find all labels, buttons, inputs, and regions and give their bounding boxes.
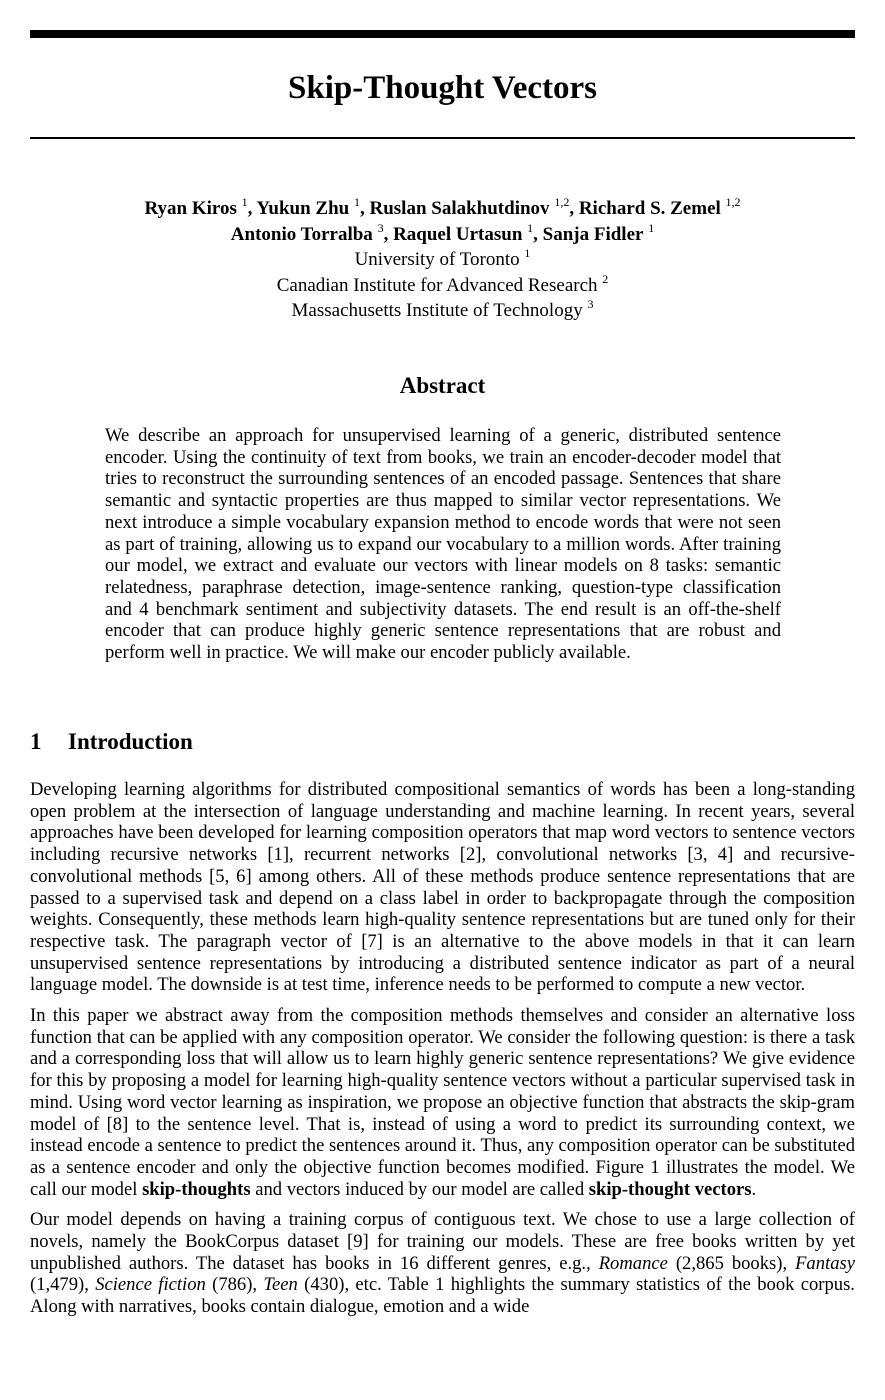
paper-title: Skip-Thought Vectors	[287, 70, 597, 106]
affiliation-mark: 1	[524, 246, 531, 260]
author-name: Ryan Kiros	[144, 198, 237, 219]
section-heading	[30, 727, 193, 757]
author-name: Sanja Fidler	[542, 223, 644, 245]
author-name: Raquel Urtasun	[393, 223, 523, 245]
author-affiliation-mark: 1	[648, 220, 655, 235]
author-line-2: Antonio Torralba $^3$, Raquel Urtasun $^1$, Sanja Fidler $^1$	[230, 220, 655, 245]
intro-paragraph-2: In this paper we abstract away from the composition methods themselves and consider an alternative loss function that can be applied with any composition operator. We consider the following question: is there a task and a corresponding loss that will allow us to learn highly generic sentence representations? We give evidence for this by proposing a model for learning high-quality sentence vectors without a particular supervised task in mind. Using word vector learning as inspiration, we propose an objective function that abstracts the skip-gram model of [8] to the sentence level. That is, instead of using a word to predict its surrounding context, we instead encode a sentence to predict the sentences around it. Thus, any composition operator can be substituted as a sentence encoder and only the objective function becomes modified. Figure 1 illustrates the model. We call our model skip-thoughts and vectors induced by our model are called skip-thought vectors.	[30, 1005, 855, 1200]
intro-paragraph-1: Developing learning algorithms for distributed compositional semantics of words has been a long-standing open problem at the intersection of language understanding and machine learning. In recent years, several approaches have been developed for learning composition operators that map word vectors to sentence vectors including recursive networks [1], recurrent networks [2], convolutional networks [3, 4] and recursive-convolutional methods [5, 6] among others. All of these methods produce sentence representations that are passed to a supervised task and depend on a class label in order to backpropagate through the composition weights. Consequently, these methods learn high-quality sentence representations but are tuned only for their respective task. The paragraph vector of [7] is an alternative to the above models in that it can learn unsupervised sentence representations by introducing a distributed sentence indicator as part of a neural language model. The downside is at test time, inference needs to be performed to compute a new vector.	[30, 779, 855, 996]
intro-paragraph-3: Our model depends on having a training corpus of contiguous text. We chose to use a large collection of novels, namely the BookCorpus dataset [9] for training our models. These are free books written by yet unpublished authors. The dataset has books in 16 different genres, e.g., Romance (2,865 books), Fantasy (1,479), Science fiction (786), Teen (430), etc. Table 1 highlights the summary statistics of the book corpus. Along with narratives, books contain dialogue, emotion and a wide	[30, 1209, 855, 1318]
author-name: Ruslan Salakhutdinov	[369, 198, 550, 219]
title-bottom-rule	[30, 137, 855, 139]
genre-name: Romance	[598, 1252, 668, 1274]
abstract-heading: Abstract	[399, 373, 486, 398]
section-number: 1	[30, 729, 42, 754]
title-top-rule	[30, 30, 855, 38]
author-block	[30, 197, 855, 325]
affiliation: Canadian Institute for Advanced Research $^2$	[276, 271, 609, 296]
abstract-text: We describe an approach for unsupervised learning of a generic, distributed sentence encoder. Using the continuity of text from books, we train an encoder-decoder model that tries to reconstruct the surrounding sentences of an encoded passage. Sentences that share semantic and syntactic properties are thus mapped to similar vector representations. We next introduce a simple vocabulary expansion method to encode words that were not seen as part of training, allowing us to expand our vocabulary to a million words. After training our model, we extract and evaluate our vectors with linear models on 8 tasks: semantic relatedness, paraphrase detection, image-sentence ranking, question-type classification and 4 benchmark sentiment and subjectivity datasets. The end result is an off-the-shelf encoder that can produce highly generic sentence representations that are robust and perform well in practice. We will make our encoder publicly available.	[105, 425, 781, 664]
term-skip-thought-vectors: skip-thought vectors	[588, 1178, 752, 1200]
author-affiliation-mark: 3	[377, 220, 384, 235]
introduction-body	[30, 779, 855, 1327]
genre-name: Teen	[263, 1274, 298, 1296]
genre-name: Science fiction	[95, 1274, 206, 1296]
affiliation: Massachusetts Institute of Technology $^3$	[291, 297, 594, 321]
affiliation-mark: 3	[587, 297, 594, 311]
author-name: Yukun Zhu	[256, 198, 350, 219]
author-name: Richard S. Zemel	[578, 198, 721, 219]
term-skip-thoughts: skip-thoughts	[142, 1178, 251, 1200]
author-name: Antonio Torralba	[230, 223, 373, 245]
author-affiliation-mark: 1,2	[554, 195, 570, 209]
section-title: Introduction	[68, 729, 193, 754]
author-line-1: Ryan Kiros $^1$, Yukun Zhu $^1$, Ruslan Salakhutdinov $^{1,2}$, Richard S. Zemel $^{1,2}$	[144, 195, 741, 219]
author-affiliation-mark: 1,2	[725, 195, 741, 209]
genre-name: Fantasy	[795, 1252, 855, 1274]
author-affiliation-mark: 1	[353, 195, 360, 209]
author-affiliation-mark: 1	[241, 195, 248, 209]
affiliation: University of Toronto $^1$	[354, 246, 531, 270]
affiliation-mark: 2	[602, 271, 609, 286]
author-affiliation-mark: 1	[527, 220, 534, 235]
